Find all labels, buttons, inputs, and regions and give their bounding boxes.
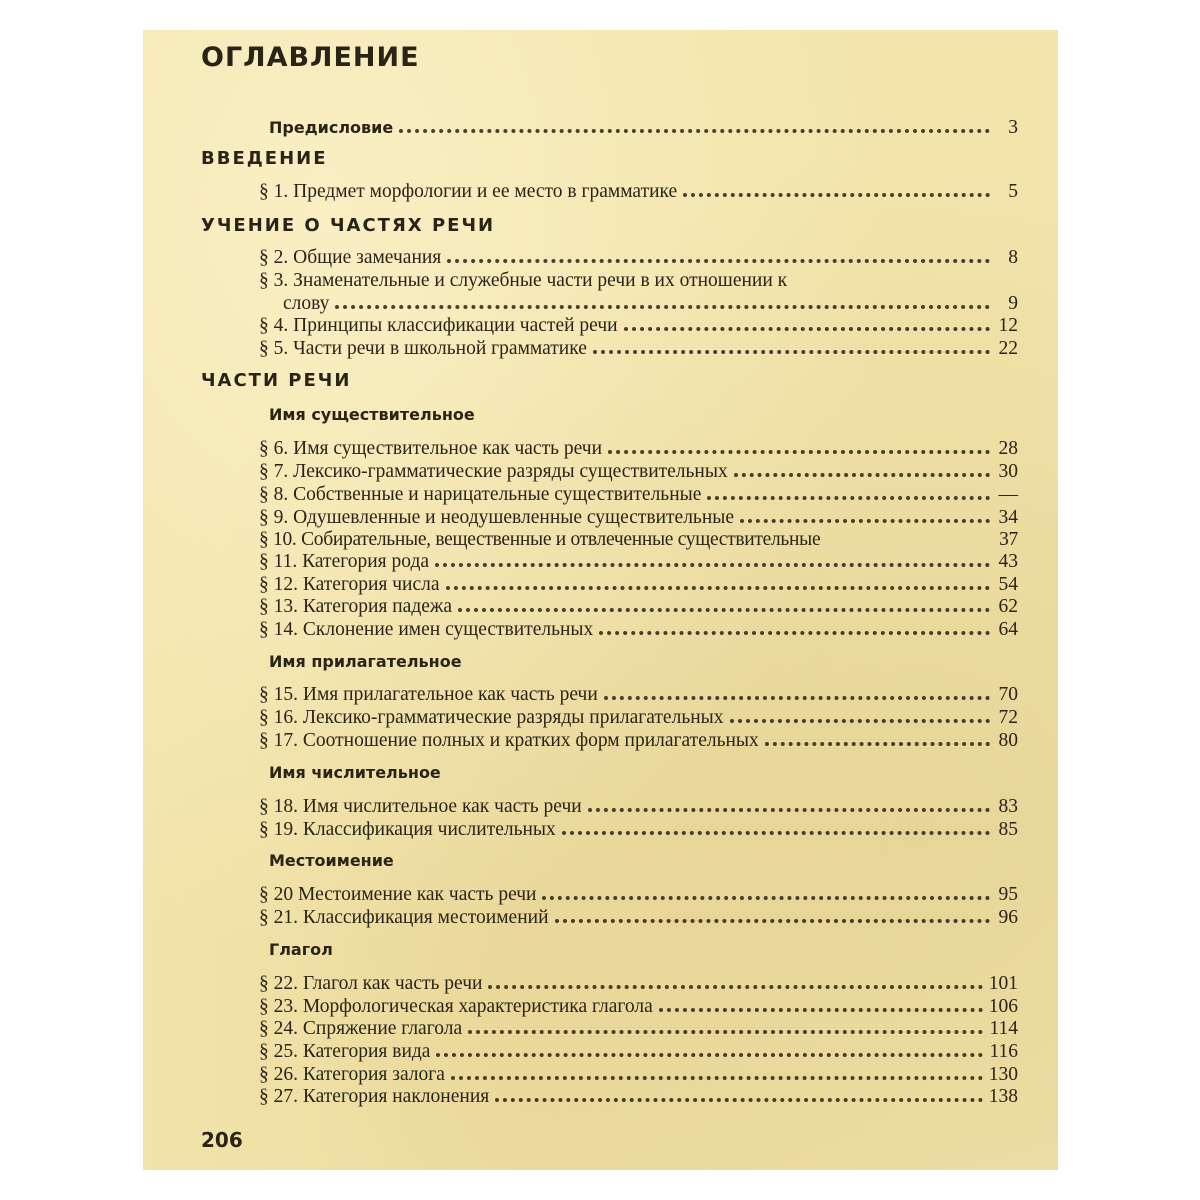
entry-title: § 23. Морфологическая характеристика глагола <box>259 996 653 1017</box>
entry-page: 80 <box>998 730 1018 751</box>
toc-entry <box>259 507 1018 530</box>
dot-leader <box>458 596 990 612</box>
toc-entry-line <box>259 270 1018 293</box>
dot-leader <box>683 181 990 197</box>
toc-entry <box>259 684 1018 707</box>
entry-page: 37 <box>999 529 1018 550</box>
toc-entry <box>259 1064 1018 1087</box>
entry-page: 95 <box>998 884 1018 905</box>
entry-page: 138 <box>988 1086 1018 1107</box>
toc-entry <box>259 438 1018 461</box>
entry-page: 114 <box>989 1018 1018 1039</box>
entry-page: 5 <box>1008 181 1018 202</box>
entry-page: — <box>998 484 1018 505</box>
toc-entry <box>259 315 1018 338</box>
entry-page: 43 <box>998 551 1018 572</box>
entry-title: § 6. Имя существительное как часть речи <box>259 438 603 459</box>
entry-title: § 13. Категория падежа <box>259 596 453 617</box>
dot-leader <box>435 551 990 567</box>
toc-entry <box>259 1018 1018 1041</box>
entry-title: § 27. Категория наклонения <box>259 1086 490 1107</box>
dot-leader <box>707 484 990 500</box>
toc-entry <box>259 973 1018 996</box>
toc-entry <box>259 1041 1018 1064</box>
entry-title: § 19. Классификация числительных <box>259 819 556 840</box>
dot-leader <box>599 619 990 635</box>
entry-title: § 21. Классификация местоимений <box>259 907 549 928</box>
entry-title: § 22. Глагол как часть речи <box>259 973 483 994</box>
dot-leader <box>436 1041 983 1057</box>
entry-title: § 25. Категория вида <box>259 1041 431 1062</box>
subsection-heading-numeral: Имя числительное <box>269 763 441 782</box>
toc-entry <box>259 338 1018 361</box>
entry-title: § 16. Лексико-грамматические разряды прилагательных <box>259 707 724 728</box>
entry-title: § 8. Собственные и нарицательные существительные <box>259 484 702 505</box>
entry-title: Предисловие <box>269 118 394 137</box>
dot-leader <box>730 707 991 723</box>
book-page <box>143 30 1058 1170</box>
entry-page: 12 <box>998 315 1018 336</box>
dot-leader <box>734 461 990 477</box>
entry-page: 64 <box>998 619 1018 640</box>
entry-page: 101 <box>988 973 1018 994</box>
entry-title: § 15. Имя прилагательное как часть речи <box>259 684 598 705</box>
toc-entry-preface <box>269 117 1018 140</box>
dot-leader <box>604 684 990 700</box>
toc-entry <box>259 796 1018 819</box>
toc-entry-continuation <box>283 293 1018 316</box>
toc-entry <box>259 596 1018 619</box>
entry-title: § 17. Соотношение полных и кратких форм прилагательных <box>259 730 759 751</box>
toc-entry <box>259 181 1018 204</box>
entry-title: § 5. Части речи в школьной грамматике <box>259 338 587 359</box>
toc-entry <box>259 619 1018 642</box>
entry-title: § 9. Одушевленные и неодушевленные существительные <box>259 507 735 528</box>
subsection-heading-adjective: Имя прилагательное <box>269 652 462 671</box>
entry-title: § 26. Категория залога <box>259 1064 445 1085</box>
toc-entry <box>259 529 1018 552</box>
entry-page: 28 <box>998 438 1018 459</box>
dot-leader <box>446 574 990 590</box>
entry-title: § 7. Лексико-грамматические разряды существительных <box>259 461 728 482</box>
entry-title: § 18. Имя числительное как часть речи <box>259 796 582 817</box>
dot-leader <box>447 247 990 263</box>
toc-entry <box>259 484 1018 507</box>
entry-page: 70 <box>998 684 1018 705</box>
dot-leader <box>335 293 990 309</box>
toc-entry <box>259 247 1018 270</box>
entry-title: § 12. Категория числа <box>259 574 440 595</box>
entry-title: § 20 Местоимение как часть речи <box>259 884 537 905</box>
dot-leader <box>451 1064 983 1080</box>
dot-leader <box>593 338 990 354</box>
entry-title: § 14. Склонение имен существительных <box>259 619 594 640</box>
toc-entry <box>259 996 1018 1019</box>
entry-page: 130 <box>988 1064 1018 1085</box>
dot-leader <box>824 533 992 545</box>
entry-title: § 24. Спряжение глагола <box>259 1018 463 1039</box>
entry-title-continuation: слову <box>283 293 330 314</box>
toc-entry <box>259 461 1018 484</box>
entry-title: § 4. Принципы классификации частей речи <box>259 315 618 336</box>
toc-entry <box>259 707 1018 730</box>
entry-page: 62 <box>998 596 1018 617</box>
dot-leader <box>608 438 990 454</box>
subsection-heading-pronoun: Местоимение <box>269 851 394 870</box>
dot-leader <box>740 507 990 523</box>
entry-page: 30 <box>998 461 1018 482</box>
toc-entry <box>259 1086 1018 1109</box>
dot-leader <box>488 973 982 989</box>
dot-leader <box>562 819 990 835</box>
entry-page: 106 <box>988 996 1018 1017</box>
page-number: 206 <box>201 1128 243 1152</box>
entry-page: 116 <box>989 1041 1018 1062</box>
entry-title: § 3. Знаменательные и служебные части речи в их отношении к <box>259 270 788 291</box>
dot-leader <box>468 1018 983 1034</box>
entry-title: § 2. Общие замечания <box>259 247 442 268</box>
dot-leader <box>659 996 983 1012</box>
entry-page: 9 <box>1008 293 1018 314</box>
toc-entry <box>259 551 1018 574</box>
toc-entry <box>259 884 1018 907</box>
dot-leader <box>399 117 990 133</box>
dot-leader <box>495 1086 983 1102</box>
section-heading-intro: ВВЕДЕНИЕ <box>201 148 328 169</box>
dot-leader <box>588 796 990 812</box>
toc-entry <box>259 574 1018 597</box>
entry-page: 34 <box>998 507 1018 528</box>
toc-entry <box>259 819 1018 842</box>
entry-title: § 10. Собирательные, вещественные и отвлеченные существительные <box>259 529 821 550</box>
toc-entry <box>259 730 1018 753</box>
entry-page: 72 <box>998 707 1018 728</box>
dot-leader <box>765 730 990 746</box>
entry-title: § 1. Предмет морфологии и ее место в грамматике <box>259 181 678 202</box>
entry-page: 96 <box>998 907 1018 928</box>
subsection-heading-noun: Имя существительное <box>269 405 475 424</box>
subsection-heading-verb: Глагол <box>269 940 333 959</box>
entry-title: § 11. Категория рода <box>259 551 430 572</box>
dot-leader <box>555 907 990 923</box>
entry-page: 85 <box>998 819 1018 840</box>
section-heading-theory: УЧЕНИЕ О ЧАСТЯХ РЕЧИ <box>201 215 496 236</box>
dot-leader <box>542 884 990 900</box>
entry-page: 83 <box>998 796 1018 817</box>
toc-entry <box>259 907 1018 930</box>
entry-page: 22 <box>998 338 1018 359</box>
entry-page: 3 <box>1008 117 1018 138</box>
entry-page: 8 <box>1008 247 1018 268</box>
entry-page: 54 <box>998 574 1018 595</box>
dot-leader <box>624 315 990 331</box>
section-heading-parts: ЧАСТИ РЕЧИ <box>201 370 352 391</box>
page-title: ОГЛАВЛЕНИЕ <box>201 42 420 73</box>
